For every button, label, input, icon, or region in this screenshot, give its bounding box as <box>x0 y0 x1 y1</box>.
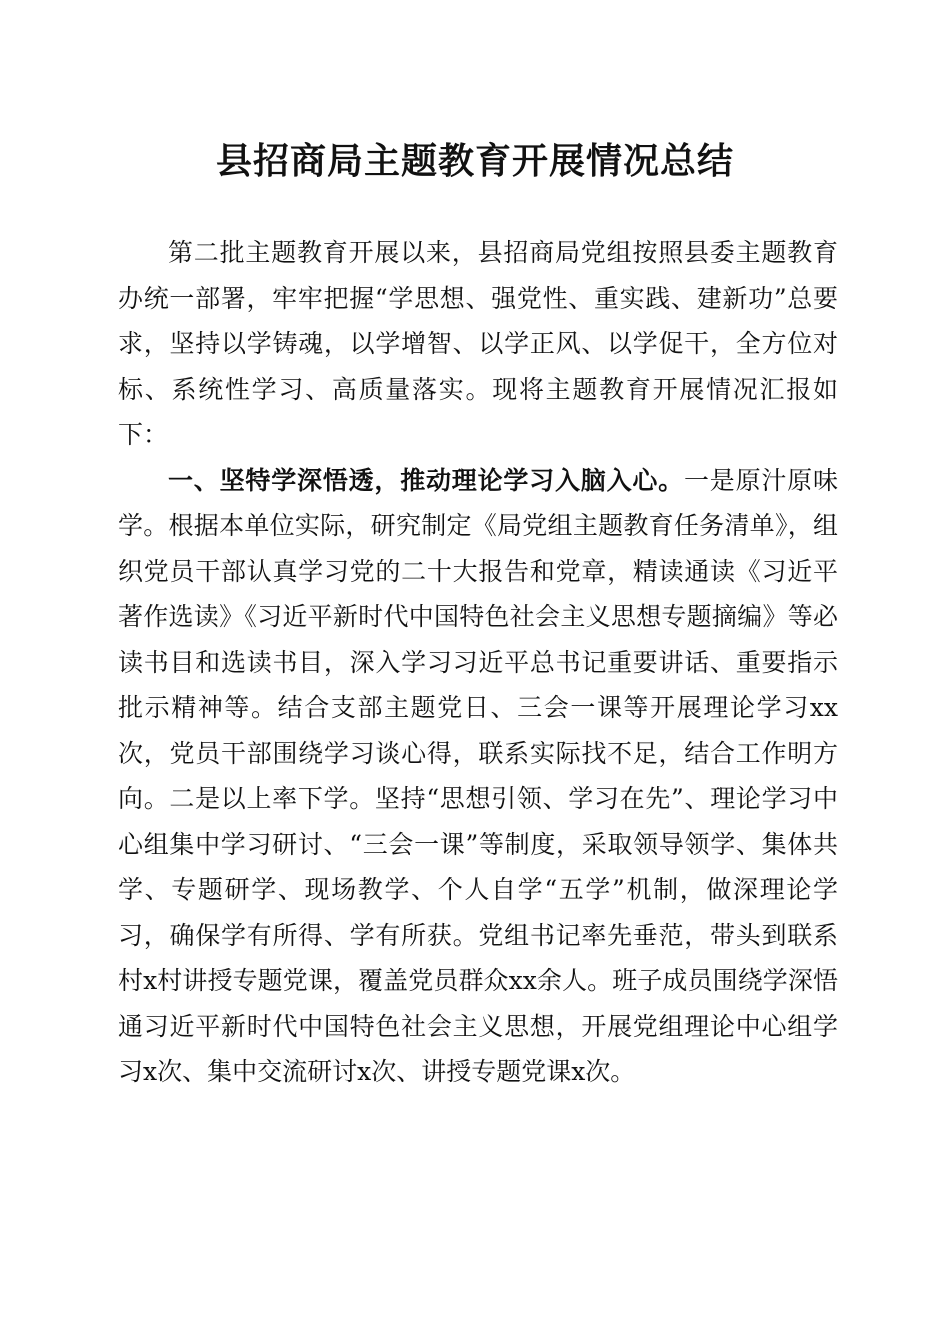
document-body <box>118 230 838 1095</box>
section-1-heading: 一、坚特学深悟透，推动理论学习入脑入心。 <box>168 465 684 495</box>
section-1-paragraph <box>118 458 838 1095</box>
document-title: 县招商局主题教育开展情况总结 <box>215 140 734 182</box>
section-1-body: 一是原汁原味学。根据本单位实际，研究制定《局党组主题教育任务清单》，组织党员干部认真学习党的二十大报告和党章，精读通读《习近平著作选读》《习近平新时代中国特色社会主义思想专题摘编》等必读书目和选读书目，深入学习习近平总书记重要讲话、重要指示批示精神等。结合支部主题党日、三会一课等开展理论学习xx次，党员干部围绕学习谈心得，联系实际找不足，结合工作明方向。二是以上率下学。坚持“思想引领、学习在先”、理论学习中心组集中学习研讨、“三会一课”等制度，采取领导领学、集体共学、专题研学、现场教学、个人自学“五学”机制，做深理论学习，确保学有所得、学有所获。党组书记率先垂范，带头到联系村x村讲授专题党课，覆盖党员群众xx余人。班子成员围绕学深悟通习近平新时代中国特色社会主义思想，开展党组理论中心组学习x次、集中交流研讨x次、讲授专题党课x次。 <box>118 465 838 1086</box>
intro-paragraph: 第二批主题教育开展以来，县招商局党组按照县委主题教育办统一部署，牢牢把握“学思想、强党性、重实践、建新功”总要求，坚持以学铸魂，以学增智、以学正风、以学促干，全方位对标、系统性学习、高质量落实。现将主题教育开展情况汇报如下： <box>118 238 838 449</box>
